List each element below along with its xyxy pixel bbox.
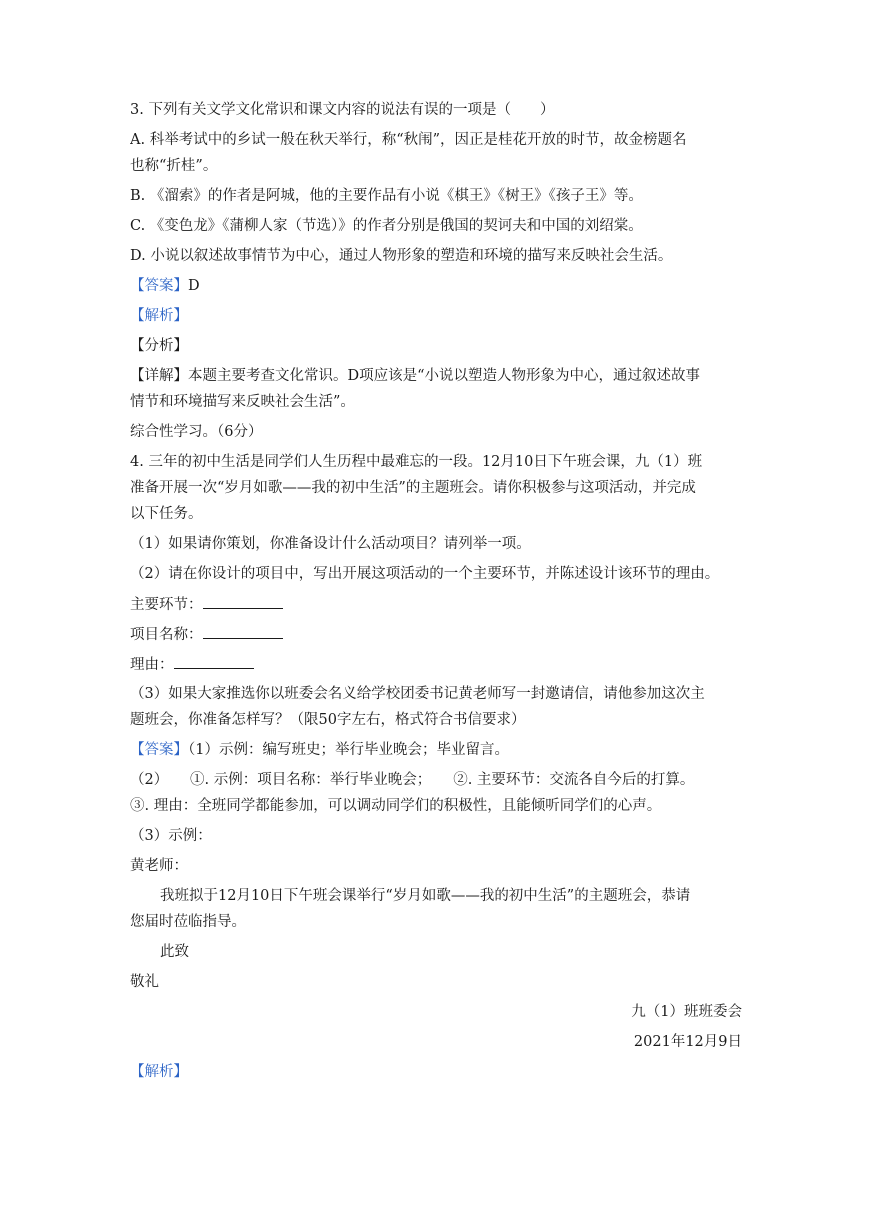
q4-sub3-line2: 题班会，你准备怎样写？（限50字左右，格式符合书信要求） [130, 712, 526, 728]
q3-answer [130, 276, 742, 296]
field-label: 理由： [130, 657, 174, 673]
q4-answer-2c: ③. 理由：全班同学都能参加，可以调动同学们的积极性，且能倾听同学们的心声。 [130, 798, 662, 814]
answer-blank [203, 624, 283, 639]
q4-field-project-name [130, 624, 742, 644]
answer-blank [203, 594, 283, 609]
q3-fenxi-tag: 【分析】 [130, 338, 188, 354]
q4-answer-2 [130, 770, 742, 790]
q4-sub1: （1）如果请你策划，你准备设计什么活动项目？请列举一项。 [130, 536, 531, 552]
q3-analysis-tag: 【解析】 [130, 308, 188, 324]
q4-sub3-line1: （3）如果大家推选你以班委会名义给学校团委书记黄老师写一封邀请信，请他参加这次主 [130, 686, 705, 702]
answer-2a: （2） ①. 示例：项目名称：举行毕业晚会； [130, 772, 432, 788]
q4-stem-line1: 4. 三年的初中生活是同学们人生历程中最难忘的一段。12月10日下午班会课，九（1）班 [130, 454, 703, 470]
q3-stem: 3. 下列有关文学文化常识和课文内容的说法有误的一项是（ ） [130, 102, 555, 118]
answer-value: D [188, 278, 200, 294]
answer-blank [174, 654, 254, 669]
q3-option-a-line1: A. 科举考试中的乡试一般在秋天举行，称“秋闱”，因正是桂花开放的时节，故金榜题名 [130, 132, 687, 148]
q3-option-c: C. 《变色龙》《蒲柳人家（节选）》的作者分别是俄国的契诃夫和中国的刘绍棠。 [130, 218, 643, 234]
letter-body-line2: 您届时莅临指导。 [130, 914, 246, 930]
answer-text: （1）示例：编写班史；举行毕业晚会；毕业留言。 [188, 742, 509, 758]
q4-answer-1 [130, 740, 742, 760]
q3-detail-line2: 情节和环境描写来反映社会生活”。 [130, 394, 355, 410]
document-page [130, 100, 742, 1092]
q4-stem-line2: 准备开展一次“岁月如歌——我的初中生活”的主题班会。请你积极参与这项活动，并完成 [130, 480, 696, 496]
field-label: 主要环节： [130, 597, 203, 613]
q4-analysis-tag: 【解析】 [130, 1064, 188, 1080]
answer-tag: 【答案】 [130, 278, 188, 294]
letter-body-line1: 我班拟于12月10日下午班会课举行“岁月如歌——我的初中生活”的主题班会，恭请 [160, 888, 691, 904]
letter-closing-2: 敬礼 [130, 974, 159, 990]
q3-option-b: B. 《溜索》的作者是阿城，他的主要作品有小说《棋王》《树王》《孩子王》等。 [130, 188, 643, 204]
q4-answer-3: （3）示例： [130, 828, 212, 844]
detail-text: 本题主要考查文化常识。D项应该是“小说以塑造人物形象为中心，通过叙述故事 [188, 368, 701, 384]
q4-sub2: （2）请在你设计的项目中，写出开展这项活动的一个主要环节，并陈述设计该环节的理由。 [130, 566, 720, 582]
letter-date: 2021年12月9日 [633, 1034, 742, 1050]
section-heading: 综合性学习。（6分） [130, 424, 263, 440]
q4-field-reason [130, 654, 742, 674]
answer-2b: ②. 主要环节：交流各自今后的打算。 [453, 772, 695, 788]
letter-signature: 九（1）班班委会 [631, 1004, 742, 1020]
q4-field-main-step [130, 594, 742, 614]
q4-stem-line3: 以下任务。 [130, 506, 203, 522]
q3-option-d: D. 小说以叙述故事情节为中心，通过人物形象的塑造和环境的描写来反映社会生活。 [130, 248, 673, 264]
letter-closing-1: 此致 [160, 944, 189, 960]
letter-salutation: 黄老师： [130, 858, 188, 874]
q3-detail-line1 [130, 366, 742, 386]
field-label: 项目名称： [130, 627, 203, 643]
q3-option-a-line2: 也称“折桂”。 [130, 158, 218, 174]
answer-tag: 【答案】 [130, 742, 188, 758]
detail-tag: 【详解】 [130, 368, 188, 384]
